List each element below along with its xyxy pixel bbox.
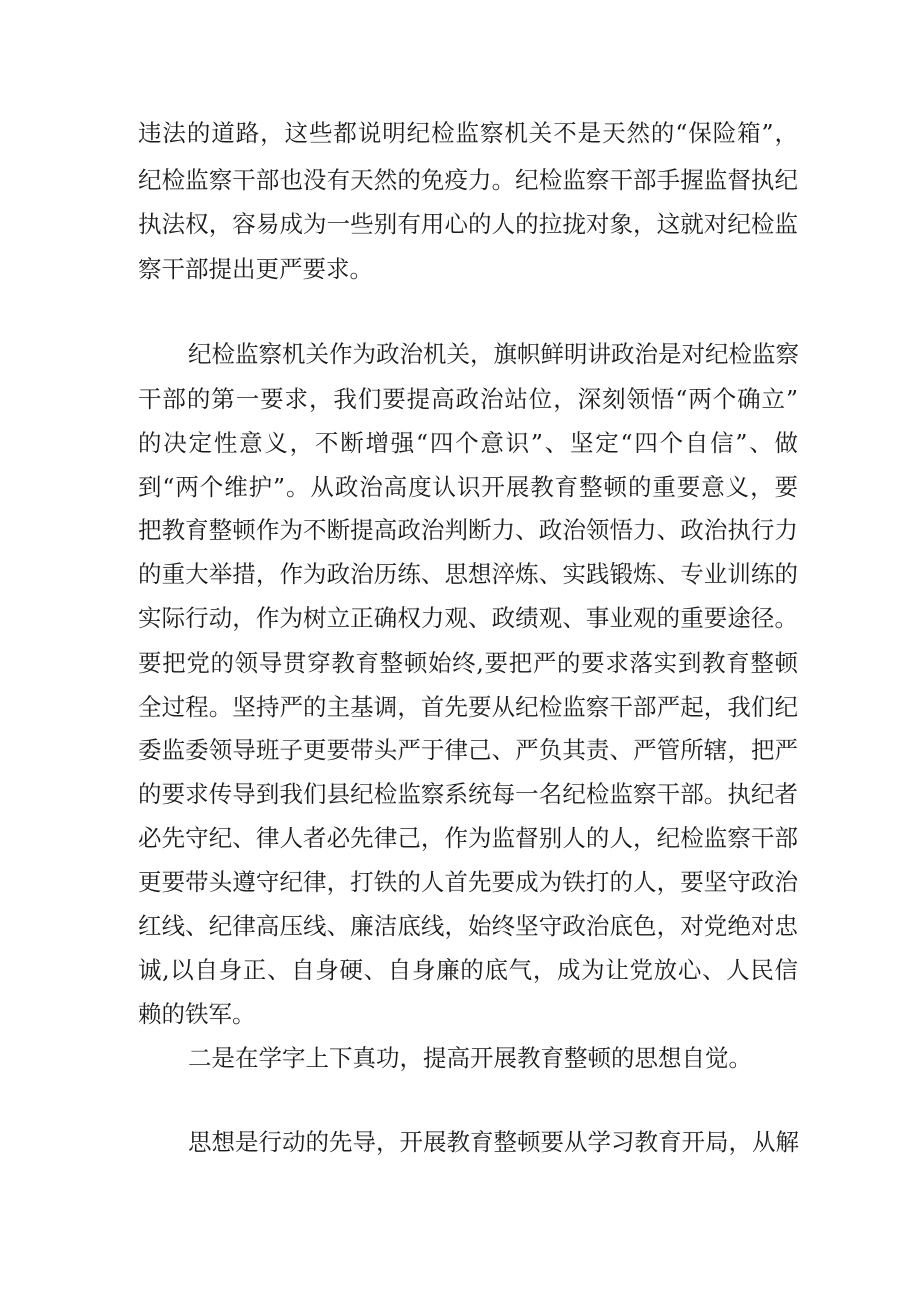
paragraph-1-line-2: 纪检监察干部也没有天然的免疫力。纪检监察干部手握监督执纪 [138, 166, 798, 194]
paragraph-2-line-4: 到“两个维护”。从政治高度认识开展教育整顿的重要意义，要 [138, 473, 798, 501]
paragraph-2-line-3: 的决定性意义，不断增强“四个意识”、坚定“四个自信”、做 [138, 429, 798, 457]
paragraph-2-line-2: 干部的第一要求，我们要提高政治站位，深刻领悟“两个确立” [138, 385, 798, 413]
paragraph-2-line-5: 把教育整顿作为不断提高政治判断力、政治领悟力、政治执行力 [138, 516, 798, 544]
paragraph-2-line-12: 必先守纪、律人者必先律己，作为监督别人的人，纪检监察干部 [138, 824, 798, 852]
paragraph-2-line-1: 纪检监察机关作为政治机关，旗帜鲜明讲政治是对纪检监察 [188, 340, 799, 368]
paragraph-4-line-1: 思想是行动的先导，开展教育整顿要从学习教育开局，从解 [188, 1128, 799, 1156]
paragraph-2-line-7: 实际行动，作为树立正确权力观、政绩观、事业观的重要途径。 [138, 604, 798, 632]
paragraph-2-line-16: 赖的铁军。 [138, 1000, 256, 1028]
paragraph-2-line-8: 要把党的领导贯穿教育整顿始终,要把严的要求落实到教育整顿 [138, 649, 798, 677]
paragraph-2-line-11: 的要求传导到我们县纪检监察系统每一名纪检监察干部。执纪者 [138, 780, 798, 808]
paragraph-2-line-9: 全过程。坚持严的主基调，首先要从纪检监察干部严起，我们纪 [138, 693, 798, 721]
paragraph-1-line-3: 执法权，容易成为一些别有用心的人的拉拢对象，这就对纪检监 [138, 210, 798, 238]
paragraph-2-line-13: 更要带头遵守纪律，打铁的人首先要成为铁打的人，要坚守政治 [138, 868, 798, 896]
paragraph-2-line-6: 的重大举措，作为政治历练、思想淬炼、实践锻炼、专业训练的 [138, 560, 798, 588]
paragraph-3-line-1: 二是在学字上下真功，提高开展教育整顿的思想自觉。 [188, 1044, 752, 1072]
paragraph-1-line-4: 察干部提出更严要求。 [138, 255, 373, 283]
paragraph-2-line-10: 委监委领导班子更要带头严于律己、严负其责、严管所辖，把严 [138, 736, 798, 764]
paragraph-1-line-1: 违法的道路，这些都说明纪检监察机关不是天然的“保险箱”， [138, 119, 798, 147]
paragraph-2-line-15: 诚,以自身正、自身硬、自身廉的底气，成为让党放心、人民信 [138, 956, 798, 984]
paragraph-2-line-14: 红线、纪律高压线、廉洁底线，始终坚守政治底色，对党绝对忠 [138, 912, 798, 940]
